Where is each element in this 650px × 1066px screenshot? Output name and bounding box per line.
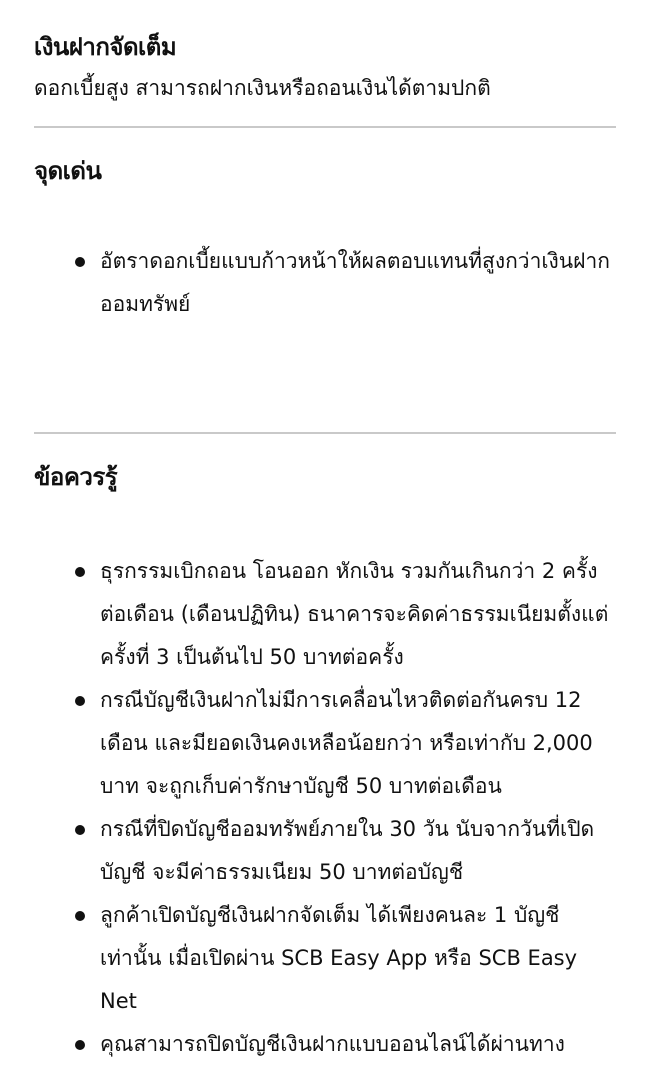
- knowledge-list: [34, 550, 616, 1066]
- section-divider: [34, 432, 616, 434]
- list-item: [34, 894, 616, 1023]
- list-item-text: กรณีที่ปิดบัญชีออมทรัพย์ภายใน 30 วัน นับจากวันที่เปิดบัญชี จะมีค่าธรรมเนียม 50 บาทต่อบัญชี: [100, 817, 595, 884]
- product-subtitle: ดอกเบี้ยสูง สามารถฝากเงินหรือถอนเงินได้ตามปกติ: [34, 76, 491, 100]
- list-item-text: กรณีบัญชีเงินฝากไม่มีการเคลื่อนไหวติดต่อกันครบ 12 เดือน และมียอดเงินคงเหลือน้อยกว่า หรือเท่ากับ 2,000 บาท จะถูกเก็บค่ารักษาบัญชี 50 บาทต่อเดือน: [100, 688, 593, 798]
- list-item: [34, 679, 616, 808]
- list-item: [34, 550, 616, 679]
- bullet-icon: [75, 257, 85, 267]
- bullet-icon: [75, 567, 85, 577]
- bullet-icon: [75, 696, 85, 706]
- highlights-section: [34, 154, 616, 432]
- list-item: [34, 1023, 616, 1066]
- product-title: เงินฝากจัดเต็ม: [34, 33, 177, 61]
- knowledge-title: ข้อควรรู้: [34, 463, 118, 491]
- bullet-icon: [75, 825, 85, 835]
- product-header: [34, 0, 616, 104]
- knowledge-section: [34, 460, 616, 1066]
- list-item: [34, 808, 616, 894]
- list-item-text: ลูกค้าเปิดบัญชีเงินฝากจัดเต็ม ได้เพียงคนละ 1 บัญชีเท่านั้น เมื่อเปิดผ่าน SCB Easy App หรือ SCB Easy Net: [100, 903, 578, 1013]
- highlights-list: [34, 240, 616, 326]
- section-divider: [34, 126, 616, 128]
- list-item-text: อัตราดอกเบี้ยแบบก้าวหน้าให้ผลตอบแทนที่สูงกว่าเงินฝากออมทรัพย์: [100, 249, 610, 316]
- bullet-icon: [75, 911, 85, 921]
- list-item-text: คุณสามารถปิดบัญชีเงินฝากแบบออนไลน์ได้ผ่านทาง: [100, 1032, 565, 1056]
- bullet-icon: [75, 1040, 85, 1050]
- list-item: [34, 240, 616, 326]
- highlights-title: จุดเด่น: [34, 157, 102, 185]
- list-item-text: ธุรกรรมเบิกถอน โอนออก หักเงิน รวมกันเกินกว่า 2 ครั้งต่อเดือน (เดือนปฏิทิน) ธนาคารจะคิดค่าธรรมเนียมตั้งแต่ครั้งที่ 3 เป็นต้นไป 50 บาทต่อครั้ง: [100, 559, 609, 669]
